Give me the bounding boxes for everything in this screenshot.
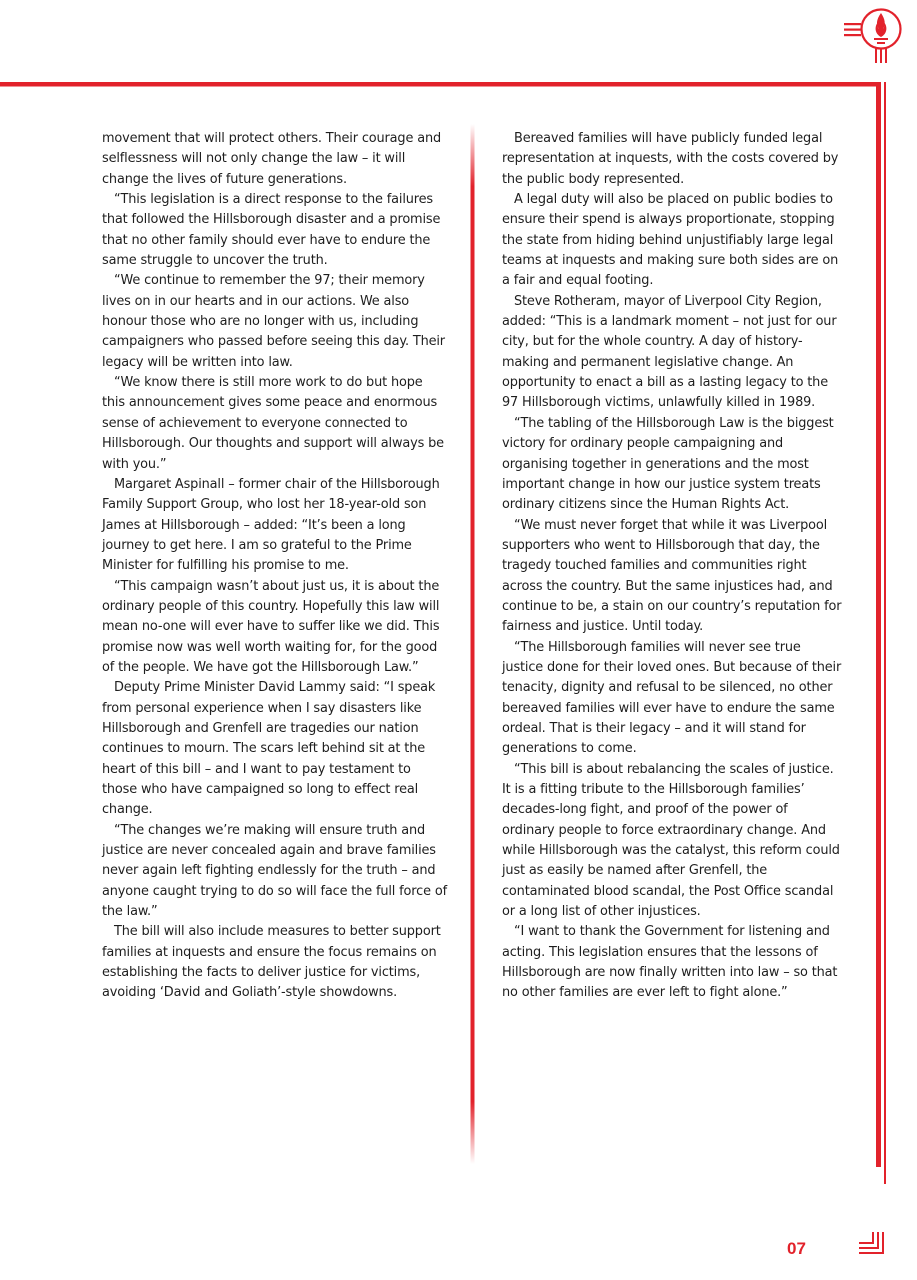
paragraph: Bereaved families will have publicly funded legal representation at inquests, with the costs covered by the public body represented. [502,131,839,187]
paragraph: “This campaign wasn’t about just us, it is about the ordinary people of this country. Hopefully this law will mean no-one will ever have to suffer like we did. This promise now was well worth waiting for, for the good of the people. We have got the Hillsborough Law.” [102,578,440,675]
page-number: 07 [787,1239,806,1258]
paragraph: “The tabling of the Hillsborough Law is the biggest victory for ordinary people campaigning and organising together in generations and the most important change in how our justice system treats ordinary citizens since the Human Rights Act. [502,415,834,513]
paragraph: A legal duty will also be placed on public bodies to ensure their spend is always proportionate, stopping the state from hiding behind unjustifiably large legal teams at inquests and making sure both sides are on a fair and equal footing. [502,192,839,289]
paragraph: “We must never forget that while it was Liverpool supporters who went to Hillsborough that day, the tragedy touched families and communities right across the country. But the same injustices had, and continue to be, a stain on our country’s reputation for fairness and justice. Until today. [502,517,842,635]
paragraph: “This legislation is a direct response to the failures that followed the Hillsborough disaster and a promise that no other family should ever have to endure the same struggle to uncover the truth. [102,192,441,269]
paragraph: “This bill is about rebalancing the scales of justice. It is a fitting tribute to the Hillsborough families’ decades-long fight, and proof of the power of ordinary people to force extraordinary change. And while Hillsborough was the catalyst, this reform could just as easily be named after Grenfell, the contaminated blood scandal, the Post Office scandal or a long list of other injustices. [502,761,840,920]
paragraph: The bill will also include measures to better support families at inquests and ensure the focus remains on establishing the facts to deliver justice for victims, avoiding ‘David and Goliath’-style showdowns. [102,924,441,1001]
eternal-flame-emblem-icon [844,10,901,64]
paragraph: movement that will protect others. Their courage and selflessness will not only change the law – it will change the lives of future generations. [102,131,441,187]
paragraph: Margaret Aspinall – former chair of the Hillsborough Family Support Group, who lost her 18-year-old son James at Hillsborough – added: “It’s been a long journey to get here. I am so grateful to the Prime Minister for fulfilling his promise to me. [102,476,440,574]
paragraph: Steve Rotheram, mayor of Liverpool City Region, added: “This is a landmark moment – not just for our city, but for the whole country. A day of history-making and permanent legislative change. An opportunity to enact a bill as a lasting legacy to the 97 Hillsborough victims, unlawfully killed in 1989. [502,293,837,411]
column-divider [471,124,475,1164]
paragraph: “We continue to remember the 97; their memory lives on in our hearts and in our actions. We also honour those who are no longer with us, including campaigners who passed before seeing this day. Their legacy will be written into law. [102,273,445,370]
right-border-outer [884,82,886,1184]
corner-lines-icon [859,1232,883,1253]
left-text-column [102,129,448,1004]
right-border-inner [876,82,881,1167]
paragraph: “The Hillsborough families will never see true justice done for their loved ones. But because of their tenacity, dignity and refusal to be silenced, no other bereaved families will ever have to endure the same ordeal. That is their legacy – and it will stand for generations to come. [502,639,842,757]
paragraph: Deputy Prime Minister David Lammy said: “I speak from personal experience when I say disasters like Hillsborough and Grenfell are tragedies our nation continues to mourn. The scars left behind sit at the heart of this bill – and I want to pay testament to those who have campaigned so long to effect real change. [102,680,436,818]
paragraph: “We know there is still more work to do but hope this announcement gives some peace and enormous sense of achievement to everyone connected to Hillsborough. Our thoughts and support will always be with you.” [102,375,444,472]
right-text-column [502,129,842,1004]
paragraph: “I want to thank the Government for listening and acting. This legislation ensures that the lessons of Hillsborough are now finally written into law – so that no other families are ever left to fight alone.” [502,924,838,1001]
top-border-line [0,82,876,87]
paragraph: “The changes we’re making will ensure truth and justice are never concealed again and brave families never again left fighting endlessly for the truth – and anyone caught trying to do so will face the full force of the law.” [102,822,447,920]
